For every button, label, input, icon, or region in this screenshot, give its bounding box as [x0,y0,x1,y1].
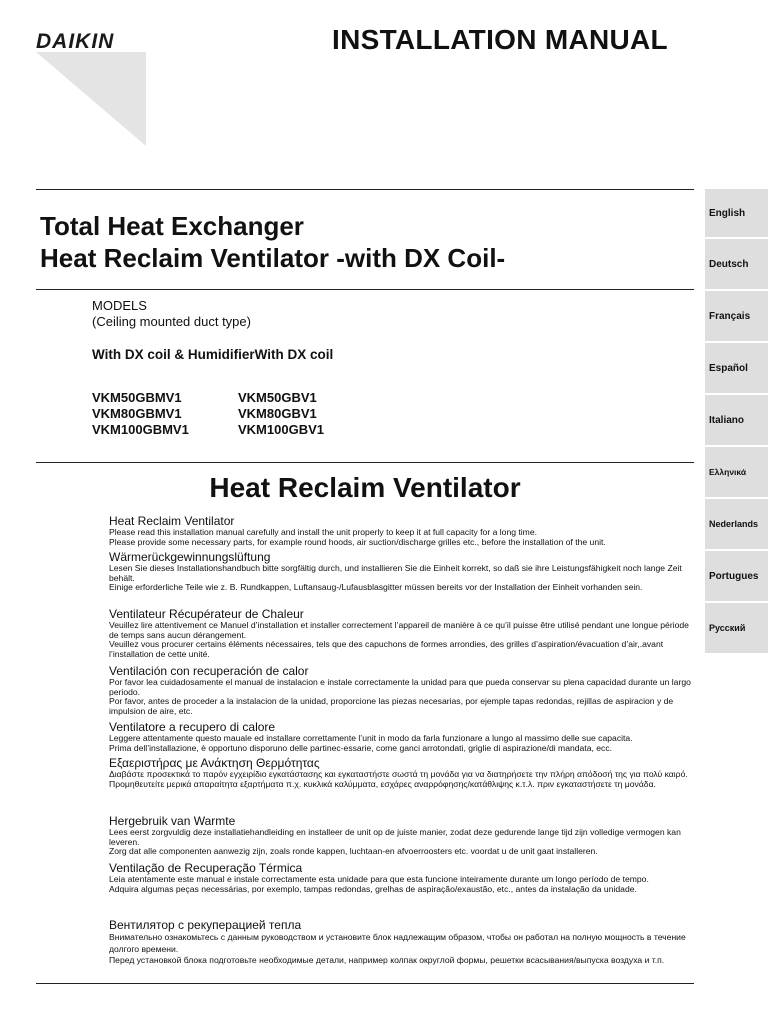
section-portuguese [109,861,694,894]
divider [36,462,694,463]
tab-italiano[interactable]: Italiano [705,395,768,445]
section-french [109,607,694,659]
models-variants: With DX coil & HumidifierWith DX coil [92,347,334,362]
section-body: Por favor lea cuidadosamente el manual de instalacion e instale correctamente la unidad para que pueda conservar su plena capacidad durante un largo periodo. Por favor, antes de proceder a la instalacion de la unidad, proporcione las piezas necesarias, por ejemple tapas redondas, rejillas de aspiracion y de impulsion de aire, etc. [109,677,691,716]
language-tabs [705,189,768,655]
logo-triangle-icon [36,52,146,146]
tab-nederlands[interactable]: Nederlands [705,499,768,549]
section-heading: Εξαεριστήρας με Ανάκτηση Θερμότητας [109,756,320,770]
tab-english[interactable]: English [705,189,768,237]
section-heading: Hergebruik van Warmte [109,814,236,828]
divider [36,983,694,984]
model-code: VKM50GBMV1 [92,390,182,405]
section-body: Veuillez lire attentivement ce Manuel d’installation et installer correctement l’appareil de manière à ce qu’il puisse être utilisé pendant une longue période de temps sans aucun dérangement. Veuillez vous procurer certains éléments nécessaires, tels que des capuchons de formes arrondies, des grilles d’aspiration/évacuation d’air,.avant l’installation de cette unité. [109,620,689,659]
section-heading: Ventilação de Recuperação Térmica [109,861,303,875]
model-code: VKM100GBV1 [238,422,324,437]
section-heading: Вентилятор с рекуперацией тепла [109,918,302,932]
section-dutch [109,814,694,857]
models-type: (Ceiling mounted duct type) [92,314,251,329]
section-heading: Ventilación con recuperación de calor [109,664,309,678]
section-body: Διαβάστε προσεκτικά το παρόν εγχειρίδιο εγκατάστασης και εγκαταστήστε σωστά τη μονάδα για να διατηρήσετε την πλήρη απόδοσή της για πολύ καιρό. Προμηθευτείτε μερικά απαραίτητα εξαρτήματα π.χ. κυκλικά καλύμματα, εσχάρες αναρρόφησης/κατάθλιψης κ.τ.λ. πριν εγκαταστήσετε τη μονάδα. [109,769,688,789]
tab-portugues[interactable]: Portugues [705,551,768,601]
divider [36,189,694,190]
section-spanish [109,664,694,716]
model-code: VKM50GBV1 [238,390,317,405]
section-body: Lees eerst zorgvuldig deze installatiehandleiding en installeer de unit op de juiste manier, zodat deze gedurende lange tijd zijn volledige vermogen kan leveren. Zorg dat alle componenten aanwezig zijn, zoals ronde kappen, luchtaan-en afvoerroosters etc. voordat u de unit gaat installeren. [109,827,681,857]
product-title [40,210,505,274]
section-heading: Ventilateur Récupérateur de Chaleur [109,607,304,621]
section-body: Leia atentamente este manual e instale correctamente esta unidade para que esta funcione inteiramente durante um longo período de tempo. Adquira algumas peças necessárias, por exemplo, tampas redondas, grelhas de aspiração/exaustão, etc., antes da instalação da unidade. [109,874,649,894]
section-heading: Heat Reclaim Ventilator [109,514,235,528]
section-english [109,514,694,547]
section-heading: Wärmerückgewinnungslüftung [109,550,271,564]
tab-ellinika[interactable]: Ελληνικά [705,447,768,497]
model-code: VKM80GBV1 [238,406,317,421]
brand-name: DAIKIN [36,30,115,53]
section-greek [109,756,694,789]
section-italian [109,720,694,753]
section-german [109,550,694,593]
model-list-humidifier [92,390,189,438]
model-code: VKM100GBMV1 [92,422,189,437]
section-body: Lesen Sie dieses Installationshandbuch bitte sorgfältig durch, und installieren Sie die Einheit korrekt, so daß sie ihre Leistungsfähigkeit noch lange Zeit behält. Einige erforderliche Teile wie z. B. Rundkappen, Luftansaug-/Lufausblasgitter müssen bereits vor der Installation der Einheit vorhanden sein. [109,563,682,593]
manual-title: INSTALLATION MANUAL [332,24,668,55]
tab-espanol[interactable]: Español [705,343,768,393]
product-title-line2: Heat Reclaim Ventilator -with DX Coil- [40,243,506,273]
main-title: Heat Reclaim Ventilator [209,472,521,503]
tab-francais[interactable]: Français [705,291,768,341]
models-block [92,298,251,330]
section-russian [109,918,694,967]
section-body: Внимательно ознакомьтесь с данным руководством и установите блок надлежащим образом, чтобы он работал на полную мощность в течение долгого времени. Перед установкой блока подготовьте необходимые детали, например колпак округлой формы, решетки всасывания/выпуска воздуха и т.п. [109,932,686,965]
model-list-dx [238,390,324,438]
daikin-logo [36,30,148,146]
product-title-line1: Total Heat Exchanger [40,211,304,241]
section-body: Please read this installation manual carefully and install the unit properly to keep it at full capacity for a long time. Please provide some necessary parts, for example round hoods, air suction/discharge grilles etc., before the installation of the unit. [109,527,606,547]
section-body: Leggere attentamente questo mauale ed installare correttamente l’unit in modo da farla funzionare a lungo al massimo delle sue capacita. Prima dell’installazione, è opportuno disporuno delle partinec-essarie, come ganci arrotondati, griglie di aspirazione/di mandata, ecc. [109,733,633,753]
divider [36,289,694,290]
section-heading: Ventilatore a recupero di calore [109,720,276,734]
tab-deutsch[interactable]: Deutsch [705,239,768,289]
model-code: VKM80GBMV1 [92,406,182,421]
models-label: MODELS [92,298,147,313]
tab-russkiy[interactable]: Русский [705,603,768,653]
